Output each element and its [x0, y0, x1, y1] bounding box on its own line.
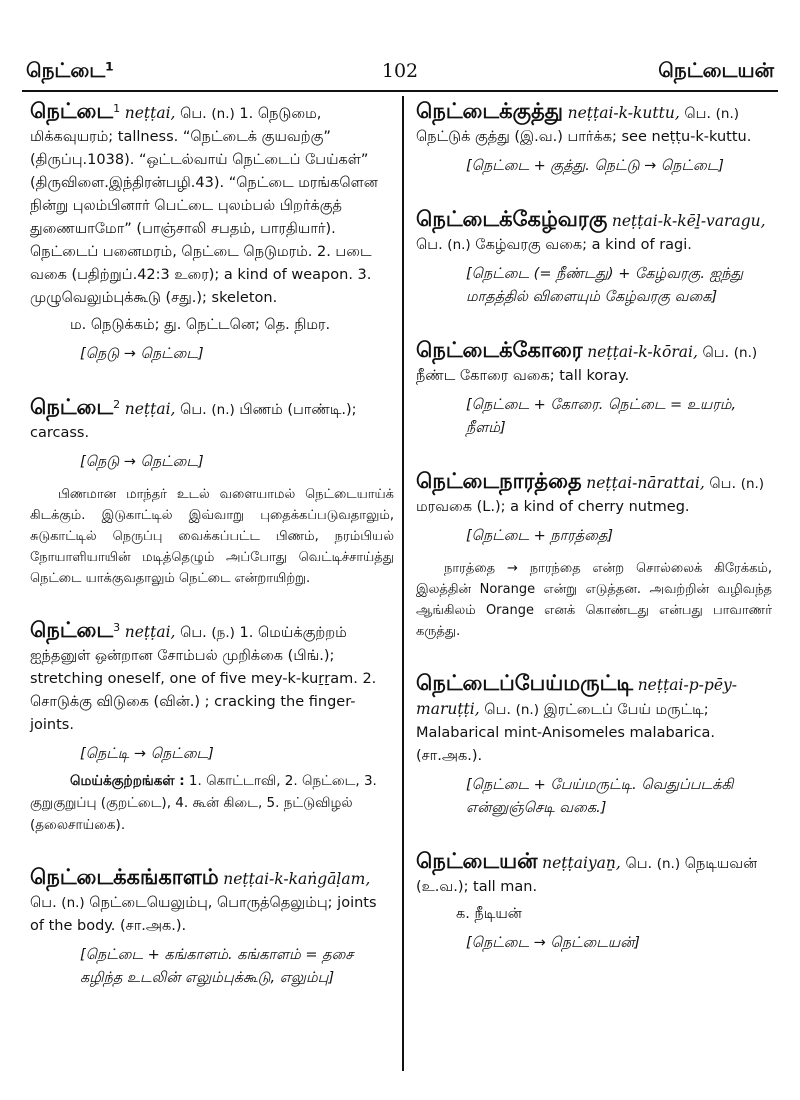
- headword: நெட்டைக்குத்து: [416, 99, 563, 123]
- cognates: க. நீடியன்: [456, 906, 522, 922]
- transliteration: neṭṭai,: [124, 104, 176, 122]
- dictionary-entry: [416, 850, 772, 955]
- transliteration: neṭṭai-k-kēḻ-varagu,: [611, 212, 766, 230]
- page-header: [0, 0, 800, 92]
- headword: நெட்டைக்கங்காளம்: [30, 865, 219, 889]
- transliteration: neṭṭai-nārattai,: [586, 474, 705, 492]
- homonym-number: 2: [113, 398, 121, 412]
- headword: நெட்டை: [30, 618, 114, 642]
- transliteration: neṭṭai,: [124, 400, 176, 418]
- part-of-speech: பெ.: [416, 237, 443, 253]
- headword: நெட்டை: [30, 395, 114, 419]
- etymology: [நெட்டை + குத்து. நெட்டு → நெட்டை]: [466, 158, 724, 174]
- definition: நெட்டுக் குத்து (இ.வ.) பார்க்க; see neṭṭu-k-kuttu.: [416, 129, 752, 145]
- etymology: [நெட்டி → நெட்டை]: [80, 746, 214, 762]
- list-block: [30, 770, 394, 836]
- etymology: [நெடு → நெட்டை]: [80, 346, 204, 362]
- transliteration: neṭṭai-k-kuttu,: [567, 104, 680, 122]
- part-of-speech-en: (n.): [715, 106, 740, 122]
- definition: பிணம் (பாண்டி.); carcass.: [30, 402, 357, 441]
- etymology: [நெட்டை (= நீண்டது) + கேழ்வரகு. ஐந்து மாதத்தில் விளையும் கேழ்வரகு வகை]: [466, 266, 744, 305]
- part-of-speech: பெ.: [625, 856, 653, 872]
- running-head-left: நெட்டை¹: [26, 58, 114, 82]
- headword: நெட்டைக்கேழ்வரகு: [416, 207, 608, 231]
- transliteration: neṭṭai-k-kōrai,: [587, 343, 698, 361]
- etymology: [நெட்டை → நெட்டையன்]: [466, 935, 640, 951]
- etymology: [நெட்டை + பேய்மருட்டி. வெதுப்படக்கி என்னுஞ்செடி வகை.]: [466, 777, 734, 816]
- definition: மரவகை (L.); a kind of cherry nutmeg.: [416, 499, 690, 515]
- dictionary-entry: [416, 470, 772, 642]
- transliteration: neṭṭai-k-kaṅgāḷam,: [223, 870, 371, 888]
- part-of-speech: பெ.: [180, 625, 207, 641]
- part-of-speech: பெ.: [702, 345, 730, 361]
- definition: நெட்டையெலும்பு, பொருத்தெலும்பு; joints of the body. (சா.அக.).: [30, 895, 377, 934]
- homonym-number: 3: [113, 621, 121, 635]
- page-number: 102: [381, 60, 419, 82]
- dictionary-entry: [416, 672, 772, 820]
- definition: நீண்ட கோரை வகை; tall koray.: [416, 368, 630, 384]
- explanatory-note: பிணமான மாந்தர் உடல் வளையாமல் நெட்டையாய்க் கிடக்கும். இடுகாட்டில் இவ்வாறு புதைக்கப்படுவதாலும், சுடுகாட்டில் நெருப்பு வைக்கப்பட்ட பிணம், நரம்பியல் நோயாளியாயின் மடித்தெழும் அப்போது வெட்டிச்சாய்த்து நெட்டை யாக்குவதாலும் நெட்டை என்றாயிற்று.: [30, 487, 394, 586]
- part-of-speech-en: (n.): [61, 895, 85, 911]
- dictionary-entry: [30, 619, 394, 836]
- part-of-speech: பெ.: [180, 402, 207, 418]
- list-items: 1. கொட்டாவி, 2. நெட்டை, 3. குறுகுறுப்பு (குறட்டை), 4. கூன் கிடை, 5. நட்டுவிழல் (தலைசாய்கை).: [30, 773, 377, 833]
- part-of-speech: பெ.: [30, 895, 57, 911]
- part-of-speech-en: (n.): [733, 345, 758, 361]
- part-of-speech-en: (n.): [211, 106, 235, 122]
- part-of-speech: பெ.: [484, 702, 511, 718]
- transliteration: neṭṭai,: [124, 623, 176, 641]
- dictionary-entry: [416, 208, 772, 309]
- left-column: [30, 100, 394, 1020]
- header-rule: [22, 90, 778, 92]
- definition: 1. நெடுமை, மிக்கவுயரம்; tallness. “நெட்டைக் குயவற்கு” (திருப்பு.1038). “ஒட்டல்வாய் நெட்டைப் பேய்கள்” (திருவிளை.இந்திரன்பழி.43). “நெட்டை மரங்களென நின்று புலம்பினார் பெட்டை புலம்பல் பிறர்க்குத் துணையாமோ” (பாஞ்சாலி சபதம், பாரதியார்). நெட்டைப் பனைமரம், நெட்டை நெடுமரம். 2. படை வகை (பதிற்றுப்.42:3 உரை); a kind of weapon. 3. முழுவெலும்புக்கூடு (சது.); skeleton.: [30, 106, 378, 306]
- transliteration: neṭṭai-p-pēy-maruṭṭi,: [416, 676, 737, 718]
- dictionary-entry: [30, 396, 394, 589]
- headword: நெட்டைப்பேய்மருட்டி: [416, 671, 634, 695]
- part-of-speech-en: (n.): [740, 476, 765, 492]
- list-heading: மெய்க்குற்றங்கள் :: [70, 773, 185, 789]
- headword: நெட்டைநாரத்தை: [416, 469, 582, 493]
- etymology: [நெடு → நெட்டை]: [80, 454, 204, 470]
- dictionary-entry: [416, 339, 772, 440]
- part-of-speech: பெ.: [684, 106, 712, 122]
- part-of-speech-en: (n.): [656, 856, 681, 872]
- headword: நெட்டை: [30, 99, 114, 123]
- dictionary-entry: [30, 100, 394, 366]
- right-column: [416, 100, 772, 985]
- part-of-speech-en: (n.): [515, 702, 539, 718]
- transliteration: neṭṭaiyaṉ,: [542, 854, 621, 872]
- part-of-speech: பெ.: [180, 106, 207, 122]
- definition: கேழ்வரகு வகை; a kind of ragi.: [475, 237, 692, 253]
- etymology: [நெட்டை + கோரை. நெட்டை = உயரம், நீளம்]: [466, 397, 737, 436]
- definition: இரட்டைப் பேய் மருட்டி; Malabarical mint-Anisomeles malabarica. (சா.அக.).: [416, 702, 716, 764]
- headword: நெட்டையன்: [416, 849, 538, 873]
- part-of-speech-en: (n.): [211, 402, 235, 418]
- cognates: ம. நெடுக்கம்; து. நெட்டனெ; தெ. நிமர.: [70, 317, 331, 333]
- part-of-speech-en: (n.): [447, 237, 471, 253]
- dictionary-entry: [30, 866, 394, 990]
- homonym-number: 1: [113, 102, 121, 116]
- definition: 1. மெய்க்குற்றம் ஐந்தனுள் ஒன்றான சோம்பல் முறிக்கை (பிங்.); stretching oneself, one of five mey-k-kuṟṟam. 2. சொடுக்கு விடுகை (வின்.) ; cracking the finger-joints.: [30, 625, 377, 733]
- explanatory-note: நாரத்தை → நாரந்தை என்ற சொல்லைக் கிரேக்கம், இலத்தின் Norange என்று எடுத்தன. அவற்றின் வழிவந்த ஆங்கிலம் Orange எனக் கொண்டது என்பது பாவாணர் கருத்து.: [416, 561, 772, 639]
- part-of-speech: பெ.: [709, 476, 737, 492]
- etymology: [நெட்டை + நாரத்தை]: [466, 528, 614, 544]
- headword: நெட்டைக்கோரை: [416, 338, 583, 362]
- definition: நெடியவன் (உ.வ.); tall man.: [416, 856, 758, 895]
- column-divider: [402, 96, 404, 1071]
- dictionary-entry: [416, 100, 772, 178]
- running-head-right: நெட்டையன்: [658, 58, 774, 82]
- etymology: [நெட்டை + கங்காளம். கங்காளம் = தசை கழிந்த உடலின் எலும்புக்கூடு, எலும்பு]: [80, 947, 354, 986]
- part-of-speech-en: (ந.): [211, 625, 235, 641]
